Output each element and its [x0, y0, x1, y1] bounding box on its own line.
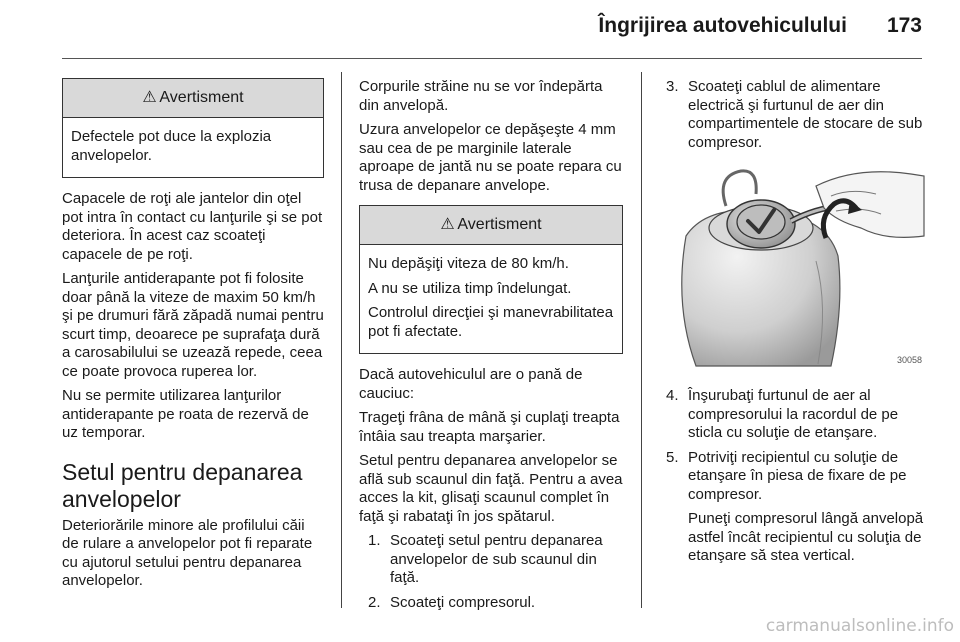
footer-watermark: carmanualsonline.info [765, 616, 954, 636]
warning-line: Controlul direcţiei şi manevrabilitatea pot fi afectate. [368, 304, 614, 340]
list-item [666, 78, 926, 152]
paragraph: Nu se permite utilizarea lanţurilor antiderapante pe roata de rezervă de uz temporar. [62, 387, 309, 441]
column-divider-1 [341, 72, 342, 608]
step-number: 5. [666, 448, 679, 466]
step-list [368, 532, 623, 612]
step-text: Scoateţi setul pentru depanarea anvelopelor de sub scaunul din faţă. [390, 532, 603, 586]
paragraph: Capacele de roţi ale jantelor din oţel pot intra în contact cu lanţurile şi se pot deteriora. În acest caz scoateţi capacele de pe roţi. [62, 190, 323, 263]
page-header [598, 14, 922, 38]
warning-title: Avertisment [457, 216, 542, 233]
page-number: 173 [886, 14, 922, 37]
column-divider-2 [641, 72, 642, 608]
step-subparagraph: Puneţi compresorul lângă anvelopă astfel încât recipientul cu soluţia de etanşare să stea vertical. [688, 510, 924, 564]
image-code: 30058 [896, 354, 922, 365]
step-text: Potriviţi recipientul cu soluţie de etanşare în piesa de fixare de pe compresor. [688, 448, 907, 503]
warning-body [63, 118, 323, 177]
paragraph: Trageţi frâna de mână şi cuplaţi treapta întâia sau treapta marşarier. [359, 409, 620, 445]
paragraph: Deteriorările minore ale profilului căii de rulare a anvelopelor pot fi reparate cu ajutorul setului pentru depanarea anvelopelor. [62, 516, 313, 589]
warning-header [63, 79, 323, 118]
section-heading: Setul pentru depanarea anvelopelor [62, 458, 303, 512]
warning-box [359, 205, 623, 354]
paragraph: Dacă autovehiculul are o pană de cauciuc: [359, 366, 583, 402]
column-3 [666, 78, 926, 572]
warning-title: Avertisment [159, 89, 244, 106]
warning-body [360, 245, 622, 353]
compressor-illustration [666, 166, 926, 371]
column-2 [359, 78, 623, 618]
step-number: 4. [666, 387, 679, 404]
list-item [666, 449, 926, 505]
step-number: 1. [368, 532, 381, 549]
warning-box [62, 78, 324, 178]
warning-text: Defectele pot duce la explozia anvelopelor. [71, 128, 272, 164]
paragraph: Uzura anvelopelor ce depăşeşte 4 mm sau cea de pe marginile laterale aproape de jantă nu se poate repara cu trusa de depanare anvelope. [359, 121, 622, 194]
step-text: Înşurubaţi furtunul de aer al compresorului la racordul de pe sticla cu soluţie de etanşare. [688, 387, 899, 441]
step-number: 2. [368, 593, 381, 611]
list-item [666, 387, 926, 443]
paragraph: Lanţurile antiderapante pot fi folosite doar până la viteze de maxim 50 km/h şi pe drumuri fără zăpadă numai pentru scurt timp, deoarece pe suprafaţa dură a carosabilului se uzează repede, ceea ce poate provoca ruperea lor. [62, 270, 324, 380]
step-text: Scoateţi cablul de alimentare electrică şi furtunul de aer din compartimentele de stocare de sub compresor. [688, 78, 923, 151]
header-rule [62, 58, 922, 59]
paragraph: Corpurile străine nu se vor îndepărta din anvelopă. [359, 78, 603, 114]
paragraph: Setul pentru depanarea anvelopelor se află sub scaunul din faţă. Pentru a avea acces la kit, glisaţi scaunul complet în faţă şi rabataţi în jos spătarul. [359, 452, 623, 525]
warning-icon: ⚠ [440, 216, 455, 233]
step-number: 3. [666, 78, 679, 95]
column-1 [62, 78, 324, 597]
header-title: Îngrijirea autovehiculului [598, 14, 847, 37]
compressor-drawing [666, 166, 926, 371]
warning-header [360, 206, 622, 245]
list-item [368, 594, 623, 613]
step-text: Scoateţi compresorul. [390, 593, 536, 611]
list-item [368, 532, 623, 588]
warning-line: Nu depăşiţi viteza de 80 km/h. [368, 255, 569, 272]
warning-line: A nu se utiliza timp îndelungat. [368, 279, 572, 297]
warning-icon: ⚠ [142, 89, 157, 106]
